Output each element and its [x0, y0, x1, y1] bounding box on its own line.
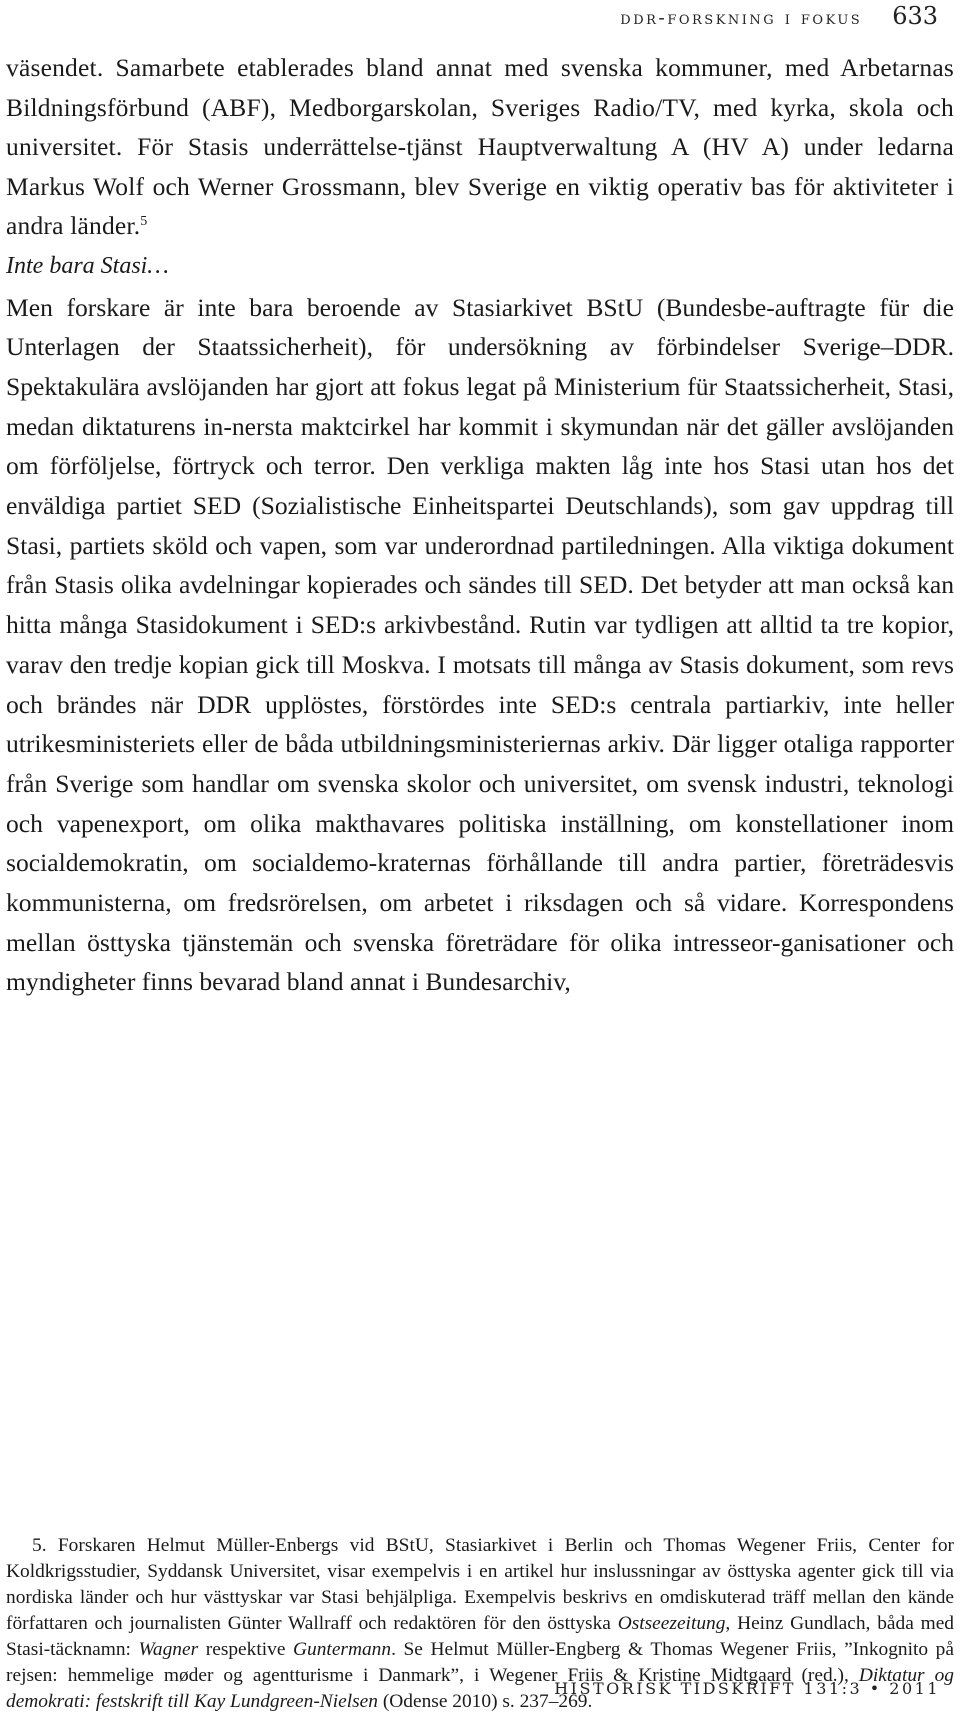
- running-head-section: ddr-forskning i fokus: [620, 7, 863, 29]
- footnote-book-title: Diktatur og demokrati: festskrift till Kay Lundgreen-Nielsen: [6, 1665, 954, 1712]
- footnote-text-2: , Heinz Gundlach, båda med Stasi-täcknamn:: [6, 1613, 954, 1660]
- footnote-text-3: respektive: [205, 1639, 286, 1660]
- section-subheading: Inte bara Stasi…: [6, 252, 169, 279]
- footnote-number: 5.: [32, 1535, 47, 1556]
- footnote-codename-guntermann: Guntermann: [293, 1639, 392, 1660]
- running-head: [620, 2, 938, 32]
- running-foot: HISTORISK TIDSKRIFT 131:3 • 2011: [554, 1679, 940, 1698]
- paragraph-1-text: väsendet. Samarbete etablerades bland annat med svenska kommuner, med Arbetarnas Bildningsförbund (ABF), Medborgarskolan, Sveriges Radio/TV, med kyrka, skola och universitet. För Stasis underrättelse-tjänst Hauptverwaltung A (HV A) under ledarna Markus Wolf och Werner Grossmann, blev Sverige en viktig operativ bas för aktiviteter i andra länder.: [6, 53, 954, 240]
- footnote-text-4: . Se Helmut Müller-Engberg & Thomas Wegener Friis, ”Inkognito på rejsen: hemmelige møder og agentturisme i Danmark”, i Wegener Friis & Kristine Midtgaard (red.),: [6, 1639, 954, 1686]
- body-text: [6, 48, 954, 1002]
- page-number: 633: [892, 2, 938, 30]
- footnote-codename-wagner: Wagner: [138, 1639, 199, 1660]
- footnote-newspaper-title: Ostseezeitung: [617, 1613, 726, 1634]
- paragraph-2: Men forskare är inte bara beroende av Stasiarkivet BStU (Bundesbe-auftragte für die Unterlagen der Staatssicherheit), för undersökning av förbindelser Sverige–DDR. Spektakulära avslöjanden har gjort att fokus legat på Ministerium für Staatssicherheit, Stasi, medan diktaturens in-nersta maktcirkel har kommit i skymundan när det gäller avslöjanden om förföljelse, förtryck och terror. Den verkliga makten låg inte hos Stasi utan hos det enväldiga partiet SED (Sozialistische Einheitspartei Deutschlands), som gav uppdrag till Stasi, partiets sköld och vapen, som var underordnad partiledningen. Alla viktiga dokument från Stasis olika avdelningar kopierades och sändes till SED. Det betyder att man också kan hitta många Stasidokument i SED:s arkivbestånd. Rutin var tydligen att alltid ta tre kopior, varav den tredje kopian gick till Moskva. I motsats till många av Stasis dokument, som revs och brändes när DDR upplöstes, förstördes inte SED:s centrala partiarkiv, inte heller utrikesministeriets eller de båda utbildningsministeriernas arkiv. Där ligger otaliga rapporter från Sverige som handlar om svenska skolor och universitet, om svensk industri, teknologi och vapenexport, om olika makthavares politiska inställning, om konstellationer inom socialdemokratin, om socialdemo-kraternas förhållande till andra partier, företrädesvis kommunisterna, om fredsrörelsen, om arbetet i riksdagen och så vidare. Korrespondens mellan östtyska tjänstemän och svenska företrädare för olika intresseor-ganisationer och myndigheter finns bevarad bland annat i Bundesarchiv,: [6, 292, 954, 997]
- paragraph-1: [6, 48, 954, 246]
- footnote-text-5: (Odense 2010) s. 237–269.: [382, 1691, 593, 1712]
- footnote-text-1: Forskaren Helmut Müller-Enbergs vid BStU, Stasiarkivet i Berlin och Thomas Wegener Friis, Center for Koldkrigsstudier, Syddansk Universitet, visar exempelvis i en artikel hur inslussningar av östtyska agenter gick till via nordiska länder och hur västtyskar var Stasi behjälpliga. Exempelvis beskrivs en omdiskuterad träff mellan den kände författaren och journalisten Günter Wallraff och redaktören för den östtyska: [6, 1535, 954, 1634]
- footnote-reference: 5: [140, 214, 148, 229]
